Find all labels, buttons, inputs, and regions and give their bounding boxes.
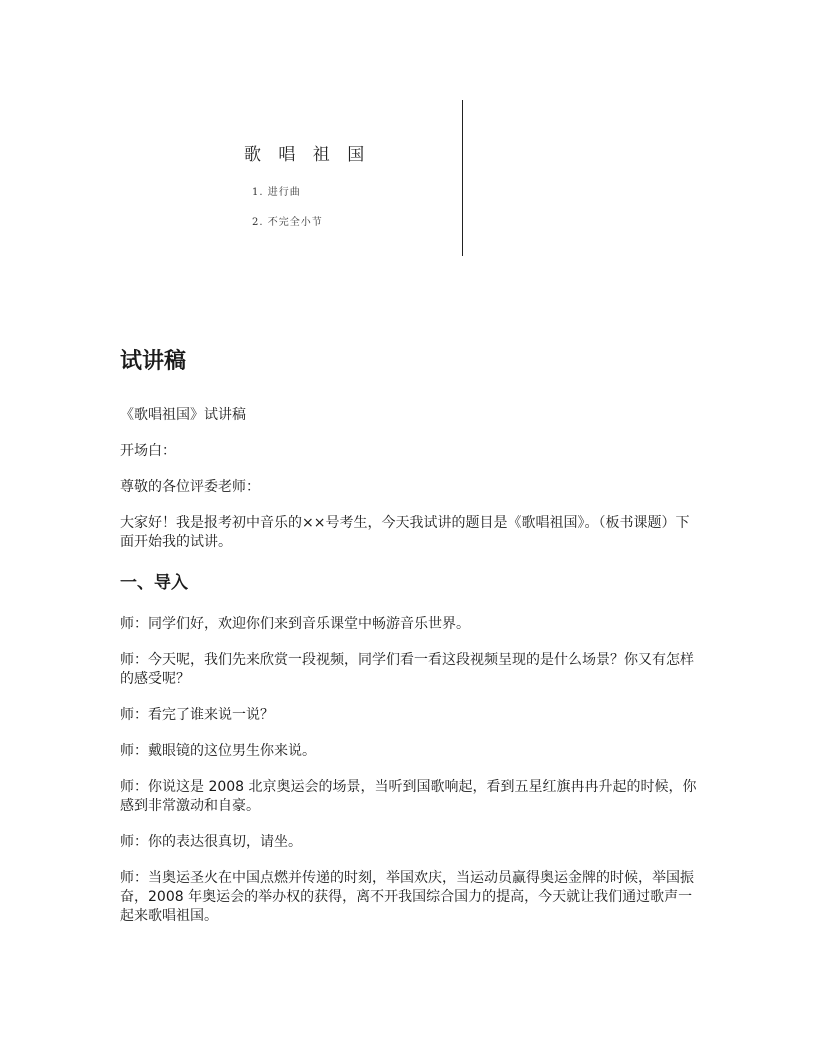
board-title: 歌 唱 祖 国 [244, 145, 371, 165]
greeting: 尊敬的各位评委老师： [120, 479, 260, 495]
paragraph: 师：今天呢，我们先来欣赏一段视频，同学们看一看这段视频呈现的是什么场景？你又有怎样的感受呢？ [120, 652, 694, 687]
document-subtitle: 《歌唱祖国》试讲稿 [120, 407, 246, 423]
document-title: 试讲稿 [120, 349, 187, 374]
intro-paragraph: 大家好！我是报考初中音乐的××号考生，今天我试讲的题目是《歌唱祖国》。（板书课题）下面开始我的试讲。 [120, 515, 690, 550]
paragraph: 师：戴眼镜的这位男生你来说。 [120, 743, 316, 759]
board-item: 1. 进行曲 [252, 187, 301, 198]
section-title: 一、导入 [120, 573, 188, 593]
blackboard-sketch [240, 140, 450, 243]
paragraph: 师：你说这是 2008 北京奥运会的场景，当听到国歌响起，看到五星红旗冉冉升起的时候，你感到非常激动和自豪。 [120, 779, 697, 814]
paragraph: 师：你的表达很真切，请坐。 [120, 834, 302, 850]
board-divider-line [462, 100, 463, 256]
paragraph: 师：看完了谁来说一说？ [120, 707, 274, 723]
paragraph: 师：同学们好，欢迎你们来到音乐课堂中畅游音乐世界。 [120, 616, 470, 632]
opening-label: 开场白： [120, 443, 176, 459]
document-body [120, 344, 700, 943]
board-list [240, 183, 450, 228]
paragraph: 师：当奥运圣火在中国点燃并传递的时刻，举国欢庆，当运动员赢得奥运金牌的时候，举国振奋，2008 年奥运会的举办权的获得，离不开我国综合国力的提高，今天就让我们通过歌声一起来歌唱祖国。 [120, 870, 694, 924]
board-item: 2. 不完全小节 [252, 217, 323, 228]
